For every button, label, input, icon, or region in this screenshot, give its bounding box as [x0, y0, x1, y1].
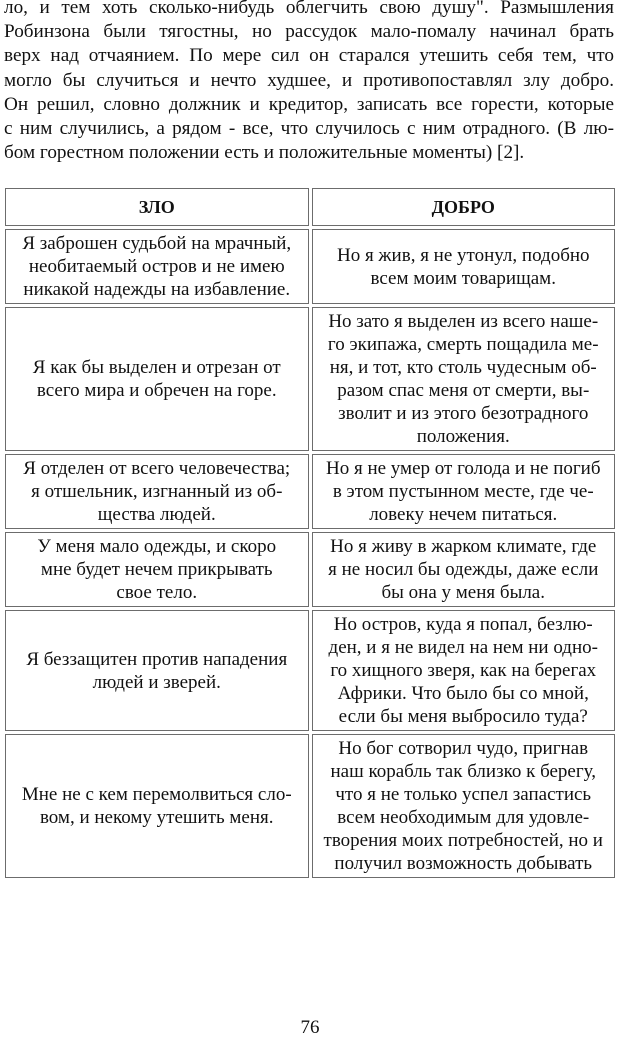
table-row	[5, 734, 615, 878]
cell-good	[312, 734, 616, 878]
page-number: 76	[300, 1017, 320, 1038]
cell-evil	[5, 610, 309, 731]
cell-line: Мне не с кем перемолвиться сло-	[21, 784, 292, 805]
cell-good	[312, 610, 616, 731]
cell-line: всем необходимым для удовле-	[337, 807, 590, 828]
header-evil: ЗЛО	[5, 188, 309, 226]
cell-line: Африки. Что было бы со мной,	[337, 683, 589, 704]
cell-line: вом, и некому утешить меня.	[39, 807, 274, 828]
table-body	[5, 229, 615, 878]
cell-evil	[5, 532, 309, 607]
cell-line: что я не только успел запастись	[335, 784, 592, 805]
cell-line: зволит и из этого безотрадного	[338, 403, 589, 424]
table-row	[5, 454, 615, 529]
cell-good	[312, 307, 616, 451]
cell-line: необитаемый остров и не имею	[28, 256, 285, 277]
intro-line: бом горестном положении есть и положительные моменты) [2].	[4, 142, 525, 164]
cell-line: людей и зверей.	[92, 671, 221, 693]
table-row	[5, 532, 615, 607]
cell-line: если бы меня выбросило туда?	[338, 706, 588, 727]
cell-evil	[5, 229, 309, 304]
header-good: ДОБРО	[312, 188, 616, 226]
cell-line: щества людей.	[97, 504, 216, 525]
cell-line: Но я жив, я не утонул, подобно	[336, 244, 590, 266]
cell-line: ловеку нечем питаться.	[369, 504, 558, 525]
table-row	[5, 307, 615, 451]
table-row	[5, 229, 615, 304]
cell-line: го экипажа, смерть пощадила ме-	[327, 334, 599, 355]
intro-paragraph	[4, 0, 614, 165]
cell-line: свое тело.	[116, 582, 198, 603]
cell-line: положения.	[416, 426, 510, 447]
cell-line: Но я не умер от голода и не погиб	[326, 458, 601, 479]
cell-line: Но зато я выделен из всего наше-	[328, 311, 599, 332]
cell-line: в этом пустынном месте, где че-	[332, 481, 594, 502]
cell-line: Но бог сотворил чудо, пригнав	[338, 738, 589, 759]
table-header-row	[5, 188, 615, 226]
cell-line: получил возможность добывать	[334, 853, 593, 874]
intro-line: Робинзона были тягостны, но рассудок мало-помалу начинал брать	[4, 21, 614, 43]
cell-line: Я беззащитен против нападения	[26, 648, 288, 670]
cell-line: У меня мало одежды, и скоро	[37, 536, 277, 557]
cell-line: Я отделен от всего человечества;	[23, 458, 291, 479]
intro-line: с ним случились, а рядом - все, что случилось с ним отрадного. (В лю-	[4, 118, 614, 140]
intro-line: верх над отчаянием. По мере сил он старался утешить себя тем, что	[4, 45, 614, 67]
evil-good-table-wrapper	[2, 185, 618, 881]
cell-line: разом спас меня от смерти, вы-	[337, 380, 590, 401]
cell-line: наш корабль так близко к берегу,	[330, 761, 596, 782]
evil-good-table	[2, 185, 618, 881]
cell-line: Но я живу в жарком климате, где	[330, 536, 597, 557]
cell-line: я не носил бы одежды, даже если	[328, 559, 599, 580]
cell-line: творения моих потребностей, но и	[323, 830, 603, 851]
cell-line: Но остров, куда я попал, безлю-	[333, 614, 593, 635]
intro-line: Он решил, словно должник и кредитор, записать все горести, которые	[4, 93, 614, 115]
cell-line: ден, и я не видел на нем ни одно-	[328, 637, 598, 658]
cell-line: всем моим товарищам.	[370, 267, 556, 289]
cell-line: я отшельник, изгнанный из об-	[31, 481, 283, 502]
cell-line: всего мира и обречен на горе.	[36, 380, 277, 401]
cell-good	[312, 454, 616, 529]
cell-evil	[5, 454, 309, 529]
cell-evil	[5, 307, 309, 451]
table-row	[5, 610, 615, 731]
intro-line: ло, и тем хоть сколько-нибудь облегчить свою душу". Размышления	[4, 0, 614, 18]
cell-line: никакой надежды на избавление.	[23, 279, 291, 300]
cell-line: Я как бы выделен и отрезан от	[32, 357, 281, 378]
cell-line: бы она у меня была.	[381, 582, 545, 603]
cell-line: ня, и тот, кто столь чудесным об-	[329, 357, 597, 378]
cell-good	[312, 532, 616, 607]
cell-evil	[5, 734, 309, 878]
cell-line: Я заброшен судьбой на мрачный,	[22, 233, 292, 254]
cell-line: го хищного зверя, как на берегах	[330, 660, 597, 681]
cell-line: мне будет нечем прикрывать	[40, 559, 273, 580]
intro-line: могло бы случиться и нечто худшее, и противопоставлял злу добро.	[4, 69, 614, 91]
cell-good	[312, 229, 616, 304]
